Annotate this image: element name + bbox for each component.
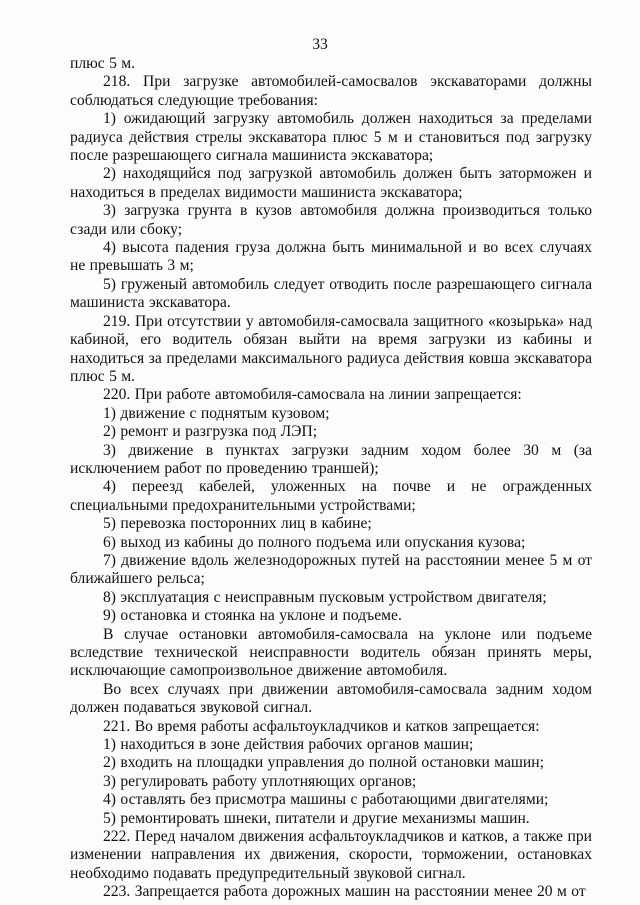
page-number: 33 xyxy=(312,36,328,53)
clause-221-item-1: 1) находиться в зоне действия рабочих органов машин; xyxy=(103,736,474,754)
clause-220: 220. При работе автомобиля-самосвала на линии запрещается: xyxy=(103,386,522,404)
clause-220-item-7: 7) движение вдоль железнодорожных путей на расстоянии менее 5 м от ближайшего рельса; xyxy=(70,551,592,588)
clause-221-item-4: 4) оставлять без присмотра машины с работающими двигателями; xyxy=(103,791,549,809)
clause-220-item-2: 2) ремонт и разгрузка под ЛЭП; xyxy=(103,423,318,441)
clause-220-item-1: 1) движение с поднятым кузовом; xyxy=(103,404,330,422)
clause-220-item-5: 5) перевозка посторонних лиц в кабине; xyxy=(103,515,372,533)
clause-221-item-5: 5) ремонтировать шнеки, питатели и другие механизмы машин. xyxy=(103,809,530,827)
clause-218: 218. При загрузке автомобилей-самосвалов экскаваторами должны соблюдаться следующие требования: xyxy=(70,73,592,109)
clause-220-item-6: 6) выход из кабины до полного подъема или опускания кузова; xyxy=(103,533,526,551)
clause-218-item-1: 1) ожидающий загрузку автомобиль должен находиться за пределами радиуса действия стрелы экскаватора плюс 5 м и становиться под загрузку после разрешающего сигнала машиниста экскаватора; xyxy=(70,110,592,165)
clause-220-item-8: 8) эксплуатация с неисправным пусковым устройством двигателя; xyxy=(103,588,547,606)
clause-221-item-3: 3) регулировать работу уплотняющих органов; xyxy=(103,772,417,790)
clause-220-item-9: 9) остановка и стоянка на уклоне и подъеме. xyxy=(103,607,402,625)
clause-218-item-4: 4) высота падения груза должна быть минимальной и во всех случаях не превышать 3 м; xyxy=(70,239,592,275)
clause-221: 221. Во время работы асфальтоукладчиков и катков запрещается: xyxy=(103,717,540,735)
clause-222: 222. Перед началом движения асфальтоукладчиков и катков, а также при изменении направления их движения, скорости, торможении, остановках необходимо подавать предупредительный звуковой сигнал. xyxy=(70,828,592,882)
clause-220-note-reverse: Во всех случаях при движении автомобиля-самосвала задним ходом должен подаваться звуковой сигнал. xyxy=(70,680,592,717)
clause-218-item-3: 3) загрузка грунта в кузов автомобиля должна производиться только сзади или сбоку; xyxy=(70,202,592,238)
clause-218-item-5: 5) груженый автомобиль следует отводить после разрешающего сигнала машиниста экскаватора. xyxy=(70,275,592,312)
clause-220-item-3: 3) движение в пунктах загрузки задним ходом более 30 м (за исключением работ по проведению траншей); xyxy=(70,441,592,477)
paragraph-continuation: плюс 5 м. xyxy=(70,55,136,72)
clause-221-item-2: 2) входить на площадки управления до полной остановки машин; xyxy=(103,754,544,772)
clause-223: 223. Запрещается работа дорожных машин на расстоянии менее 20 м от xyxy=(103,883,586,901)
clause-218-item-2: 2) находящийся под загрузкой автомобиль должен быть заторможен и находиться в пределах видимости машиниста экскаватора; xyxy=(70,165,592,201)
clause-219: 219. При отсутствии у автомобиля-самосвала защитного «козырька» над кабиной, его водитель обязан выйти на время загрузки из кабины и находиться за пределами максимального радиуса действия ковша экскаватора плюс 5 м. xyxy=(70,312,592,385)
clause-220-note-slope: В случае остановки автомобиля-самосвала на уклоне или подъеме вследствие технической неисправности водитель обязан принять меры, исключающие самопроизвольное движение автомобиля. xyxy=(70,625,592,680)
clause-220-item-4: 4) переезд кабелей, уложенных на почве и не огражденных специальными предохранительными устройствами; xyxy=(70,478,592,514)
document-body xyxy=(70,55,592,902)
